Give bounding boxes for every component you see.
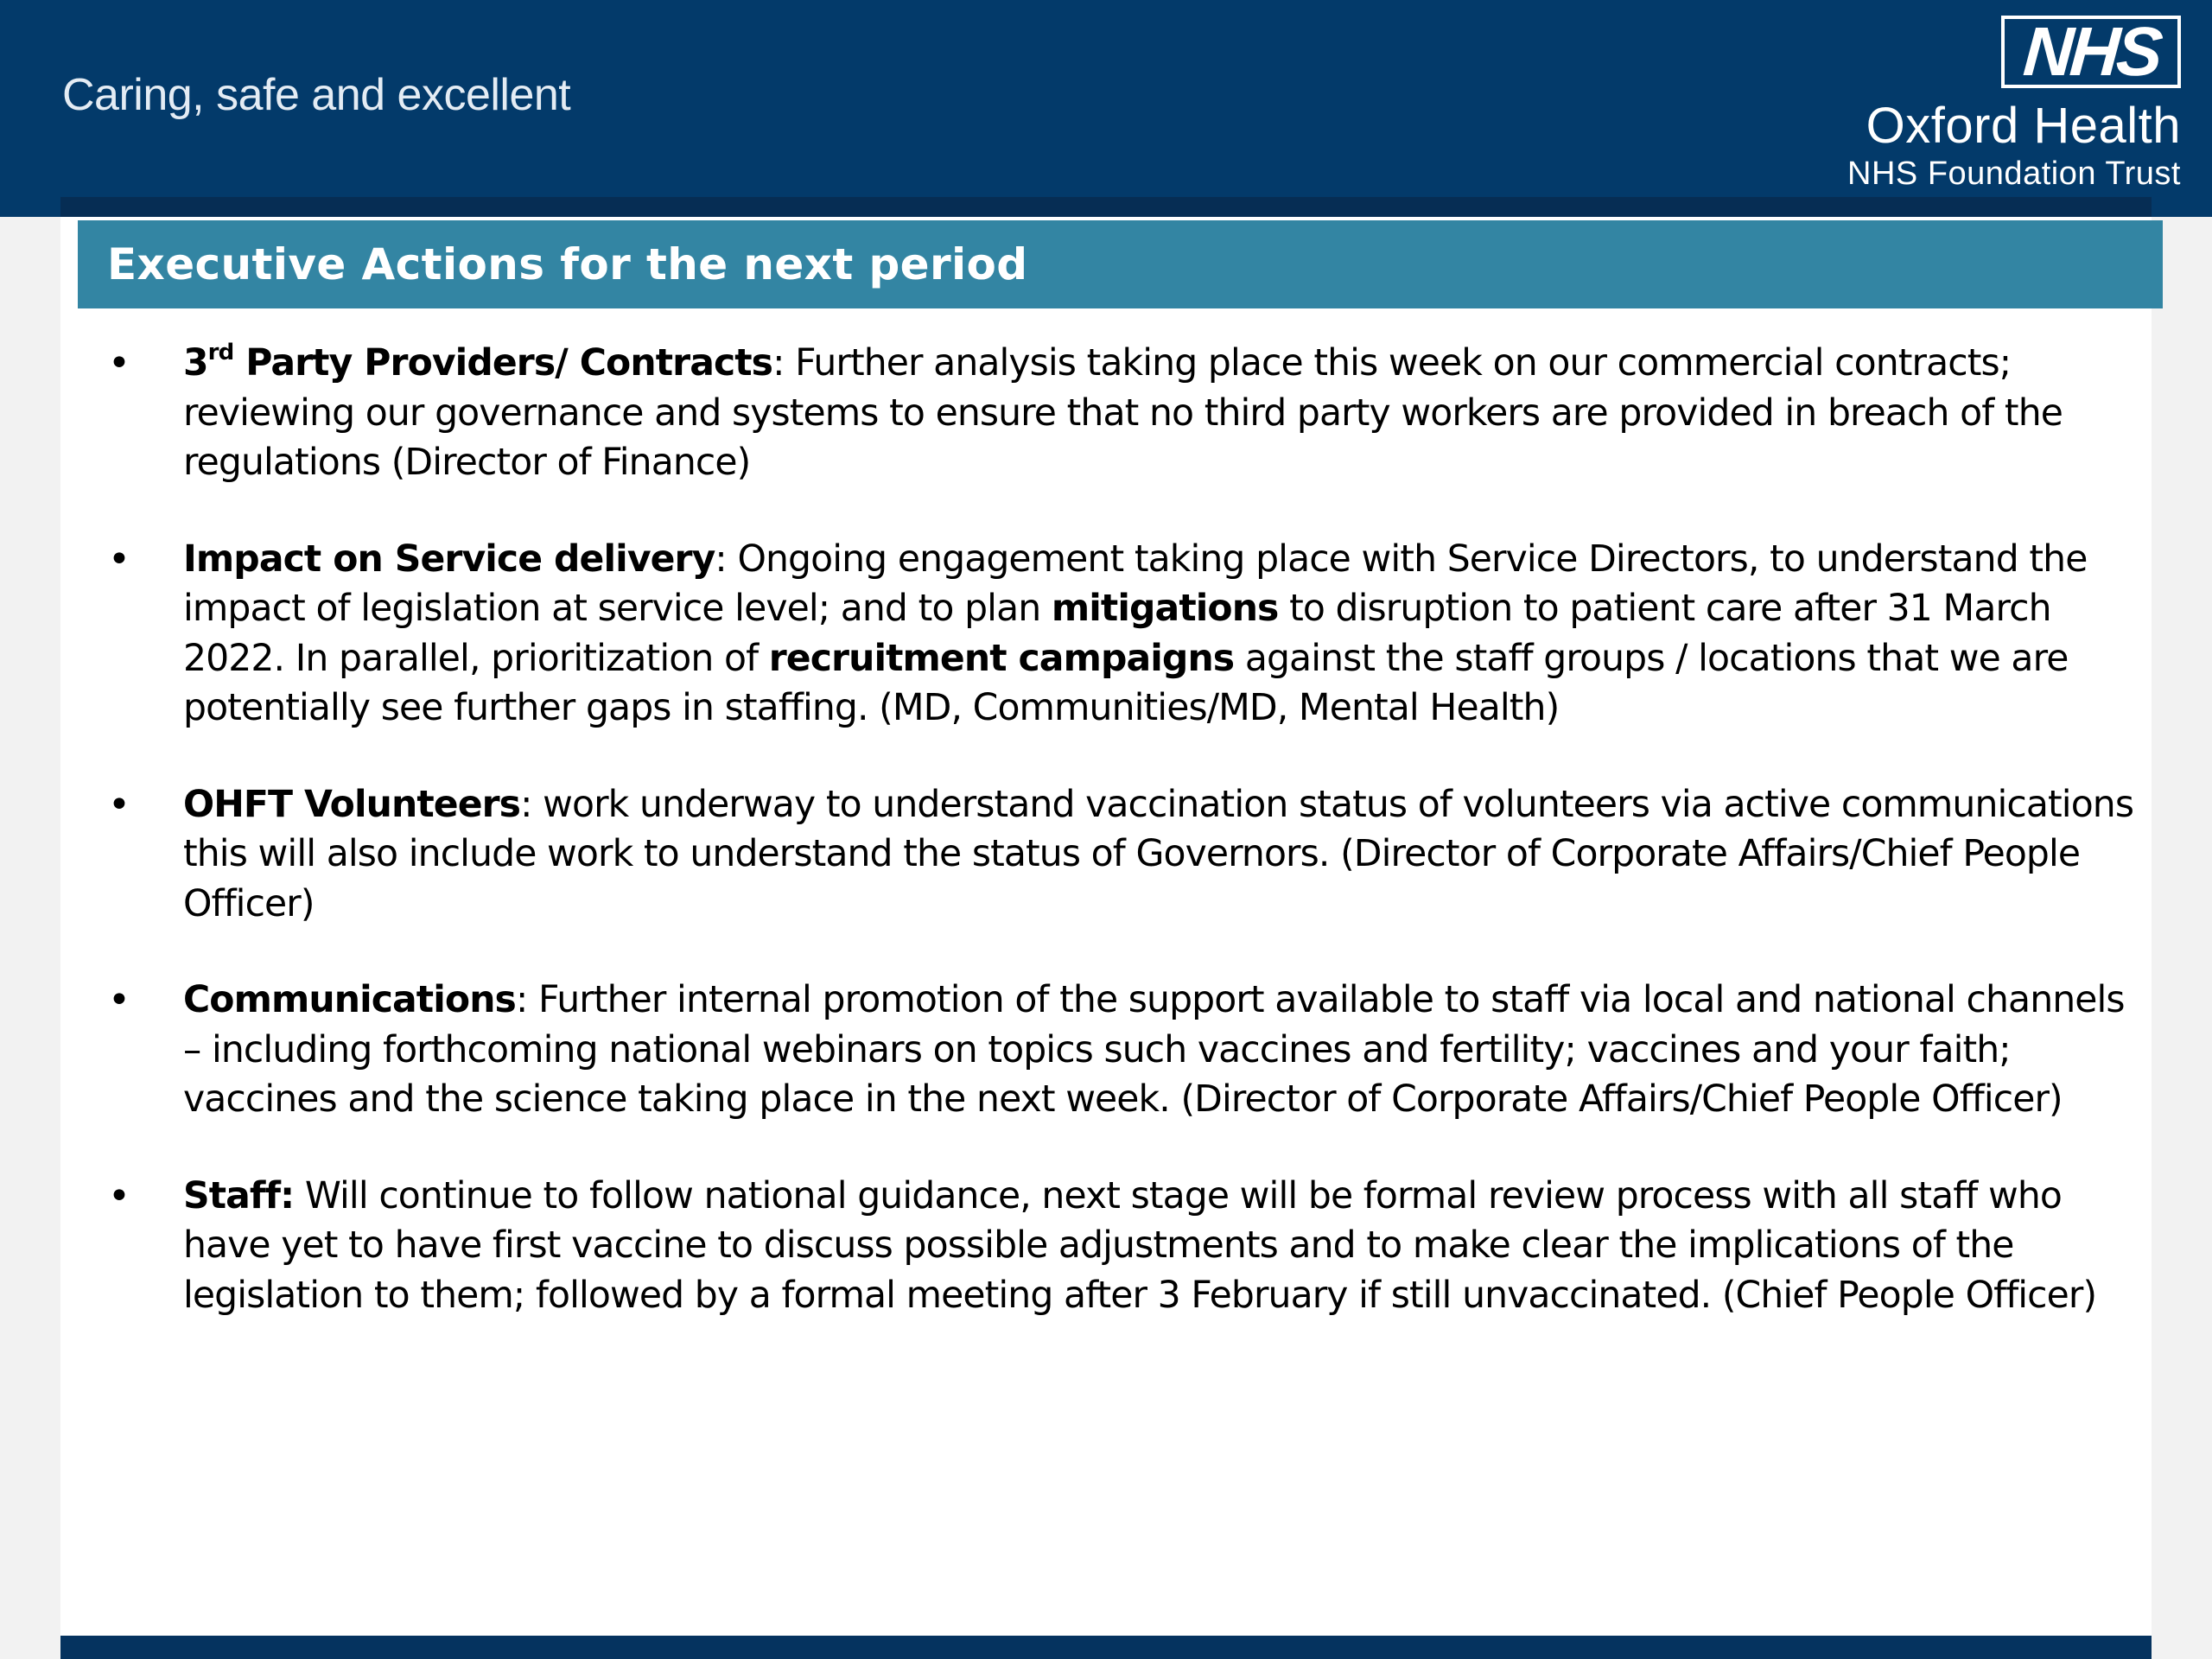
item-emphasis: recruitment campaigns	[768, 637, 1235, 680]
item-text: Impact on Service delivery: Ongoing engagement taking place with Service Directors, to understand the impact of legislation at service level; and to plan mitigations to disruption to patient care after 31 March 2022. In parallel, prioritization of recruitment campaigns against the staff groups / locations that we are potentially see further gaps in staffing. (MD, Communities/MD, Mental Health)	[183, 537, 2088, 729]
item-heading: 3rd Party Providers/ Contracts	[183, 340, 773, 385]
item-heading: Staff:	[183, 1174, 295, 1217]
list-item-volunteers	[108, 780, 2134, 930]
bullet-icon: •	[108, 1173, 130, 1218]
org-subtitle: NHS Foundation Trust	[1847, 156, 2181, 192]
footer-bar	[60, 1636, 2152, 1659]
item-body: work underway to understand vaccination status of volunteers via active communications this will also include work to understand the status of Governors. (Director of Corporate Affairs/Chief People Officer)	[183, 783, 2134, 925]
item-text: OHFT Volunteers: work underway to understand vaccination status of volunteers via active communications this will also include work to understand the status of Governors. (Director of Corporate Affairs/Chief People Officer)	[183, 783, 2134, 925]
item-heading: Impact on Service delivery	[183, 537, 715, 581]
list-item-service-delivery	[108, 535, 2134, 734]
slide-title: Executive Actions for the next period	[107, 239, 1028, 289]
tagline: Caring, safe and excellent	[62, 70, 571, 120]
nhs-logo-text: NHS	[2020, 13, 2162, 90]
bullet-icon: •	[108, 341, 130, 385]
left-margin	[0, 217, 60, 1659]
item-body: Ongoing engagement taking place with Service Directors, to understand the impact of legislation at service level; and to plan	[183, 537, 2088, 630]
list-item-communications	[108, 976, 2134, 1125]
item-heading: OHFT Volunteers	[183, 783, 521, 826]
action-list	[108, 339, 2134, 1367]
header-edge-strip	[60, 197, 2152, 217]
list-item-staff	[108, 1172, 2134, 1321]
right-margin	[2152, 217, 2212, 1659]
item-body: Further analysis taking place this week on our commercial contracts; reviewing our governance and systems to ensure that no third party workers are provided in breach of the regulations (Director of Finance)	[183, 342, 2063, 484]
item-body: Will continue to follow national guidance, next stage will be formal review process with all staff who have yet to have first vaccine to discuss possible adjustments and to make clear the implications of the legislation to them; followed by a formal meeting after 3 February if still unvaccinated. (Chief People Officer)	[183, 1174, 2097, 1317]
org-name: Oxford Health	[1866, 98, 2181, 154]
item-emphasis: mitigations	[1051, 588, 1279, 630]
item-text: Communications: Further internal promotion of the support available to staff via local and national channels – including forthcoming national webinars on topics such vaccines and fertility; vaccines and your faith; vaccines and the science taking place in the next week. (Director of Corporate Affairs/Chief People Officer)	[183, 979, 2125, 1121]
item-heading: Communications	[183, 979, 516, 1021]
title-bar	[78, 220, 2163, 308]
slide-header	[0, 0, 2212, 217]
item-body: Further internal promotion of the support available to staff via local and national channels – including forthcoming national webinars on topics such vaccines and fertility; vaccines and your faith; vaccines and the science taking place in the next week. (Director of Corporate Affairs/Chief People Officer)	[183, 979, 2125, 1121]
item-text	[183, 1172, 2134, 1321]
nhs-logo	[2001, 13, 2181, 90]
bullet-icon: •	[108, 978, 130, 1022]
bullet-icon: •	[108, 537, 130, 582]
item-text: 3rd Party Providers/ Contracts: Further analysis taking place this week on our commercial contracts; reviewing our governance and systems to ensure that no third party workers are provided in breach of the regulations (Director of Finance)	[183, 340, 2063, 484]
list-item-third-party	[108, 339, 2134, 488]
bullet-icon: •	[108, 782, 130, 827]
